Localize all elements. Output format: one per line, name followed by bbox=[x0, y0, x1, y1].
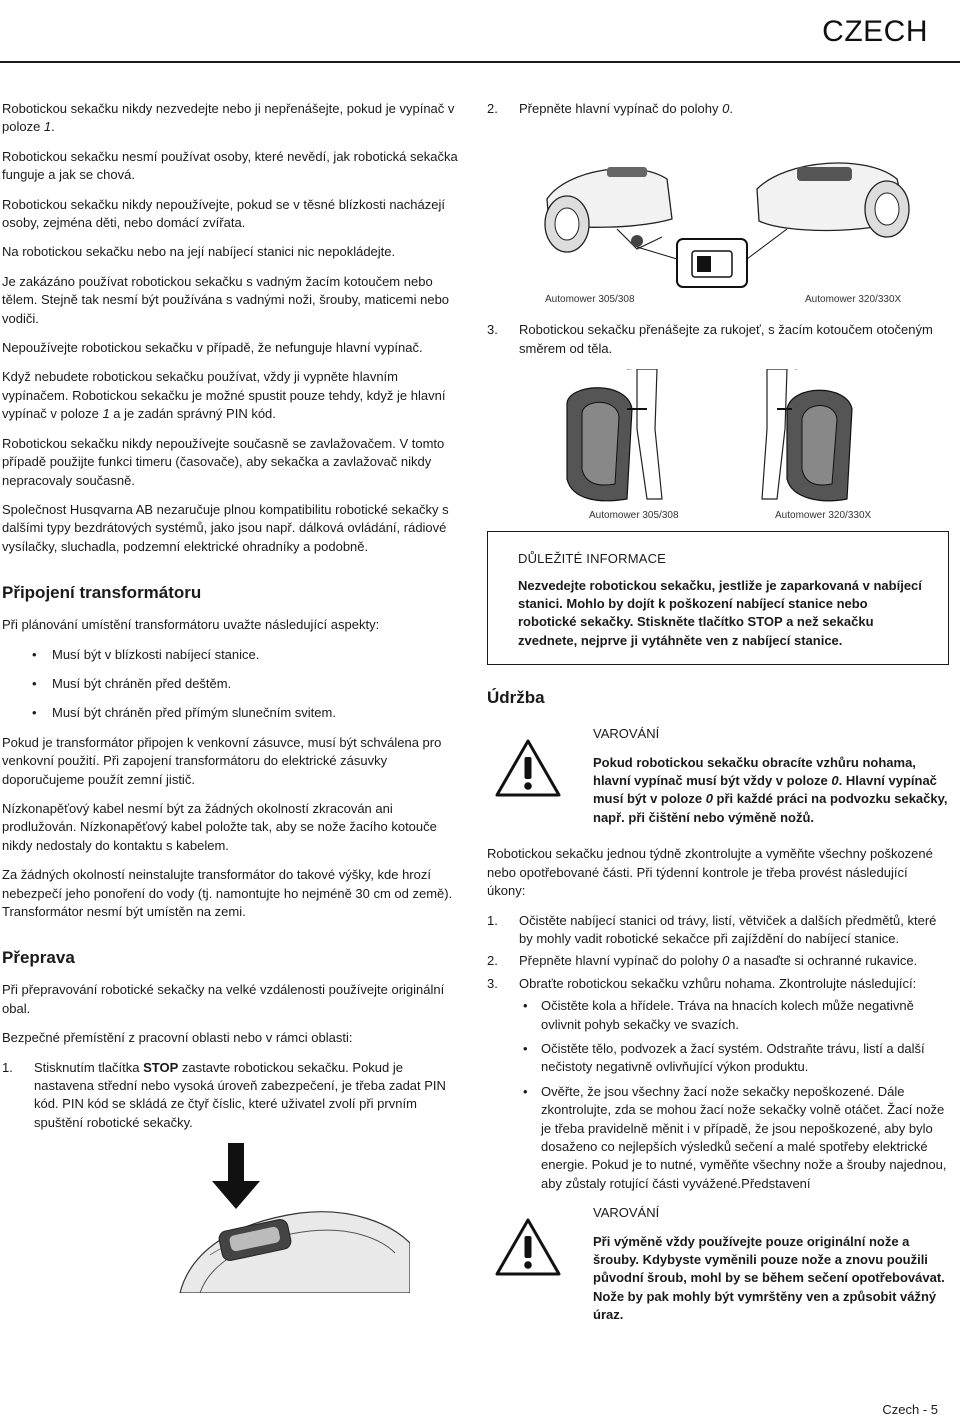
page-title: CZECH bbox=[822, 15, 928, 48]
section-heading-transformer: Připojení transformátoru bbox=[2, 583, 202, 603]
paragraph: Při přepravování robotické sekačky na velké vzdálenosti používejte originální obal. bbox=[2, 982, 445, 1016]
section-heading-transport: Přeprava bbox=[2, 948, 75, 968]
warning-title: VAROVÁNÍ bbox=[593, 726, 660, 742]
list-item: 3. Obraťte robotickou sekačku vzhůru nohama. Zkontrolujte následující: • Očistěte kola a hřídele. Tráva na hnacích kolech může negativně ovlivnit pohyb sekačky ve svazích. • Očistěte tělo, podvozek a žací systém. Odstraňte trávu, listí a další nečistoty negativně ovlivňující výkon produktu. • Ověřte, že jsou všechny žací nože sekačky nepoškozené. Dále zkontrolujte, zda se mohou žací nože sekačky volně otáčet. Žací nože je třeba pravidelně měnit i v případě, že jsou nepoškozené, aby bylo dosaženo co nejlepších výsledků sečení a malé spotřeby elektrické energie. Pokud je to nutné, vyměňte všechny nože a šrouby najednou, aby zůstaly rotující části vyvážené.Představení bbox=[487, 975, 949, 1193]
paragraph: Robotickou sekačku nikdy nepoužívejte, pokud se v těsné blízkosti nacházejí osoby, zejména děti, nebo domácí zvířata. bbox=[2, 196, 445, 231]
maintenance-check-list bbox=[519, 997, 949, 1193]
left-column bbox=[2, 100, 464, 1311]
warning-triangle-icon bbox=[495, 1218, 561, 1276]
list-item: 2. Přepněte hlavní vypínač do polohy 0. bbox=[487, 101, 733, 116]
list-item: 2. Přepněte hlavní vypínač do polohy 0 a nasaďte si ochranné rukavice. bbox=[487, 953, 918, 969]
list-item: • Očistěte kola a hřídele. Tráva na hnacích kolech může negativně ovlivnit pohyb sekačky ve svazích. bbox=[519, 997, 949, 1034]
stop-button-illustration bbox=[170, 1143, 464, 1298]
paragraph: Společnost Husqvarna AB nezaručuje plnou kompatibilitu robotické sekačky s dalšími typy bezdrátových systémů, jako jsou např. dálková ovládání, rádiové vysílačky, sluchadla, podzemní elektrické ohradníky a podobně. bbox=[2, 501, 449, 554]
list-item: • Musí být chráněn před deštěm. bbox=[2, 675, 464, 693]
carry-illustration bbox=[487, 369, 949, 522]
list-item: 1. Očistěte nabíjecí stanici od trávy, listí, větviček a dalších předmětů, které by mohly vadit robotické sekačce při zajíždění do nabíjecí stanice. bbox=[487, 912, 937, 946]
paragraph: Za žádných okolností neinstalujte transformátor do takové výšky, kde hrozí nebezpečí jeho ponoření do vody (tj. namontujte ho nejméně 30 cm od země). Transformátor nesmí být umístěn na zemi. bbox=[2, 867, 453, 919]
warning-title: VAROVÁNÍ bbox=[593, 1205, 660, 1221]
warning-block-1 bbox=[487, 725, 949, 827]
list-item: 1. Stisknutím tlačítka STOP zastavte robotickou sekačku. Pokud je nastavena střední nebo vysoká úroveň zabezpečení, je třeba zadat PIN kód. PIN kód se skládá ze čtyř číslic, které uživatel zvolí při prvním spuštění robotické sekačky. bbox=[2, 1059, 446, 1130]
list-item: • Musí být v blízkosti nabíjecí stanice. bbox=[2, 646, 464, 664]
paragraph: Nízkonapěťový kabel nesmí být za žádných okolností zkracován ani prodlužován. Nízkonapěťový kabel položte tak, aby se nože žacího kotouče nikdy nedostaly do kontaktu s kabelem. bbox=[2, 800, 437, 853]
warning-triangle-icon bbox=[495, 739, 561, 797]
important-info-title: DŮLEŽITÉ INFORMACE bbox=[518, 551, 667, 567]
maintenance-steps bbox=[487, 912, 949, 1194]
important-info-text: Nezvedejte robotickou sekačku, jestliže je zaparkovaná v nabíjecí stanici. Mohlo by dojít k poškození nabíjecí stanice nebo robotické sekačky. Stiskněte tlačítko STOP a než sekačku zvednete, nejprve ji vytáhněte ven z nabíjecí stanice. bbox=[518, 577, 922, 648]
caption-automower-305: Automower 305/308 bbox=[545, 294, 635, 306]
warning-block-2 bbox=[487, 1204, 949, 1324]
paragraph: Na robotickou sekačku nebo na její nabíjecí stanici nic nepokládejte. bbox=[2, 244, 396, 260]
paragraph: Robotickou sekačku nikdy nepoužívejte současně se zavlažovačem. V tomto případě použijte funkci timeru (časovače), aby sekačka a zavlažovač nikdy nepracovaly současně. bbox=[2, 435, 445, 488]
section-heading-maintenance: Údržba bbox=[487, 688, 545, 708]
list-item: • Ověřte, že jsou všechny žací nože sekačky nepoškozené. Dále zkontrolujte, zda se mohou žací nože sekačky volně otáčet. Žací nože je třeba pravidelně měnit i v případě, že jsou nepoškozené, aby bylo dosaženo co nejlepších výsledků sečení a malé spotřeby elektrické energie. Pokud je to nutné, vyměňte všechny nože a šrouby najednou, aby zůstaly rotující části vyvážené.Představení bbox=[519, 1083, 949, 1193]
mower-switch-icon bbox=[487, 129, 949, 289]
list-item: • Musí být chráněn před přímým slunečním svitem. bbox=[2, 704, 464, 722]
transport-steps-continued-2 bbox=[487, 321, 949, 358]
caption-automower-305-carry: Automower 305/308 bbox=[589, 510, 679, 522]
important-info-box bbox=[487, 531, 949, 665]
paragraph: Je zakázáno používat robotickou sekačku s vadným žacím kotoučem nebo tělem. Stejně tak nesmí být používána s vadnými noži, šrouby, maticemi nebo vodiči. bbox=[2, 273, 450, 326]
carry-mower-icon bbox=[487, 369, 949, 509]
main-switch-illustration bbox=[487, 129, 949, 309]
list-item: 3. Robotickou sekačku přenášejte za rukojeť, s žacím kotoučem otočeným směrem od těla. bbox=[487, 322, 933, 356]
paragraph: Bezpečné přemístění z pracovní oblasti nebo v rámci oblasti: bbox=[2, 1030, 353, 1046]
stop-button-press-icon bbox=[170, 1143, 410, 1293]
transport-steps-continued bbox=[487, 100, 949, 118]
right-column bbox=[487, 100, 949, 1343]
transformer-bullet-list bbox=[2, 646, 464, 723]
list-item: • Očistěte tělo, podvozek a žací systém. Odstraňte trávu, listí a další nečistoty negativně ovlivňující výkon produktu. bbox=[519, 1040, 949, 1077]
paragraph: Robotickou sekačku nesmí používat osoby, které nevědí, jak robotická sekačka funguje a jak se chová. bbox=[2, 148, 458, 183]
header-divider bbox=[0, 61, 960, 63]
paragraph: Robotickou sekačku nikdy nezvedejte nebo ji nepřenášejte, pokud je vypínač v poloze 1. bbox=[2, 101, 455, 135]
paragraph: Při plánování umístění transformátoru uvažte následující aspekty: bbox=[2, 617, 380, 633]
paragraph: Nepoužívejte robotickou sekačku v případě, že nefunguje hlavní vypínač. bbox=[2, 340, 423, 356]
page-header bbox=[0, 0, 960, 62]
paragraph: Když nebudete robotickou sekačku používat, vždy ji vypněte hlavním vypínačem. Robotickou sekačku je možné spustit pouze tehdy, když je hlavní vypínač v poloze 1 a je zadán správný PIN kód. bbox=[2, 369, 446, 422]
warning-text: Při výměně vždy používejte pouze originální nože a šrouby. Kdybyste vyměnili pouze nože a znovu použili původní šroub, mohl by se během sečení opotřebovávat. Nože by pak mohly být vymrštěny ven a způsobit vážný úraz. bbox=[593, 1233, 945, 1323]
caption-automower-320-carry: Automower 320/330X bbox=[775, 510, 872, 522]
page-number: Czech - 5 bbox=[882, 1401, 938, 1417]
paragraph: Pokud je transformátor připojen k venkovní zásuvce, musí být schválena pro venkovní použití. Při zapojení transformátoru do elektrické zásuvky doporučujeme použít zemní jistič. bbox=[2, 734, 442, 787]
warning-text: Pokud robotickou sekačku obracíte vzhůru nohama, hlavní vypínač musí být vždy v poloze 0. Hlavní vypínač musí být v poloze 0 při každé práci na podvozku sekačky, např. při čištění nebo výměně nožů. bbox=[593, 754, 948, 825]
caption-automower-320: Automower 320/330X bbox=[805, 294, 902, 306]
transport-steps bbox=[2, 1059, 464, 1133]
paragraph: Robotickou sekačku jednou týdně zkontrolujte a vyměňte všechny poškozené nebo opotřebované části. Při týdenní kontrole je třeba provést následující úkony: bbox=[487, 846, 933, 899]
